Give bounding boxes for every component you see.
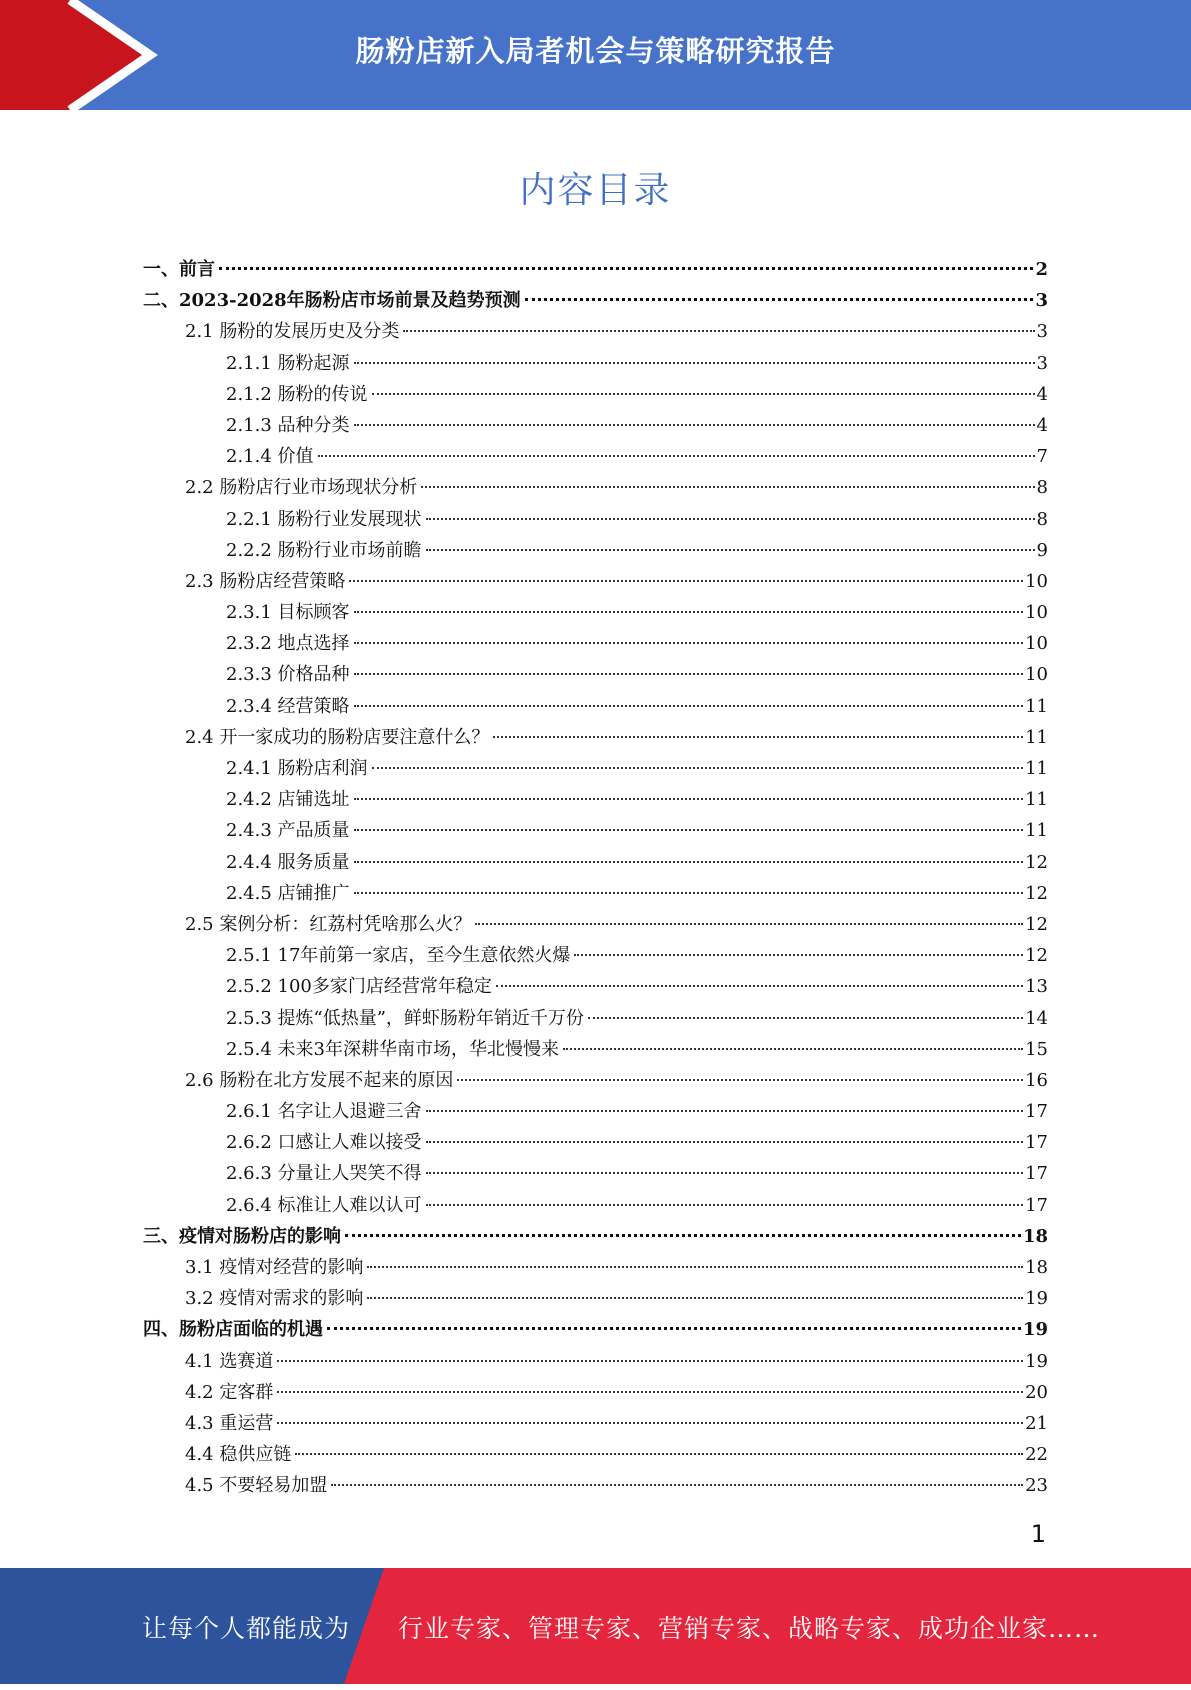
- dot-leader: [354, 424, 1035, 426]
- toc-entry[interactable]: [143, 1191, 1048, 1222]
- dot-leader: [354, 829, 1024, 831]
- toc-entry-label: 2.6.1 名字让人退避三舍: [226, 1101, 422, 1123]
- header-banner: [0, 0, 1191, 110]
- toc-entry[interactable]: [143, 1035, 1048, 1066]
- table-of-contents: [143, 255, 1048, 1503]
- dot-leader: [493, 736, 1023, 738]
- dot-leader: [331, 1484, 1023, 1486]
- toc-entry-page: 3: [1036, 321, 1048, 343]
- toc-entry-label: 2.1.2 肠粉的传说: [226, 383, 368, 405]
- toc-entry-label: 2.2 肠粉店行业市场现状分析: [185, 477, 418, 499]
- dot-leader: [345, 1234, 1021, 1237]
- toc-entry[interactable]: [143, 910, 1048, 941]
- dot-leader: [219, 267, 1033, 270]
- toc-entry-page: 12: [1025, 851, 1048, 873]
- dot-leader: [426, 518, 1035, 520]
- toc-entry-page: 10: [1025, 633, 1048, 655]
- toc-entry[interactable]: [143, 473, 1048, 504]
- toc-entry-label: 3.1 疫情对经营的影响: [185, 1257, 364, 1278]
- toc-entry-page: 12: [1025, 913, 1048, 935]
- toc-entry[interactable]: [143, 1066, 1048, 1097]
- toc-entry[interactable]: [143, 1440, 1048, 1471]
- dot-leader: [426, 1172, 1024, 1174]
- toc-entry[interactable]: [143, 1004, 1048, 1035]
- toc-entry-label: 2.6.4 标准让人难以认可: [226, 1194, 422, 1216]
- toc-entry-page: 14: [1025, 1007, 1048, 1029]
- toc-entry[interactable]: [143, 255, 1048, 286]
- toc-entry[interactable]: [143, 692, 1048, 723]
- dot-leader: [372, 767, 1024, 769]
- toc-entry-page: 11: [1025, 695, 1048, 717]
- dot-leader: [403, 330, 1034, 332]
- toc-entry-label: 2.3 肠粉店经营策略: [185, 570, 346, 592]
- toc-entry-page: 17: [1025, 1163, 1048, 1185]
- dot-leader: [457, 1079, 1023, 1081]
- dot-leader: [426, 1141, 1024, 1143]
- dot-leader: [349, 580, 1023, 582]
- toc-entry-label: 四、肠粉店面临的机遇: [143, 1319, 323, 1341]
- toc-entry-label: 2.5.2 100多家门店经营常年稳定: [226, 976, 492, 998]
- dot-leader: [295, 1453, 1023, 1455]
- toc-entry-page: 9: [1036, 539, 1048, 561]
- toc-entry-label: 2.4.1 肠粉店利润: [226, 758, 368, 779]
- report-title: 肠粉店新入局者机会与策略研究报告: [355, 34, 836, 68]
- toc-entry-label: 2.4.5 店铺推广: [226, 882, 350, 904]
- toc-entry[interactable]: [143, 349, 1048, 380]
- toc-entry[interactable]: [143, 972, 1048, 1003]
- toc-entry[interactable]: [143, 536, 1048, 567]
- toc-entry-page: 3: [1036, 352, 1048, 374]
- toc-entry-page: 4: [1036, 383, 1048, 405]
- dot-leader: [354, 892, 1024, 894]
- page-number: 1: [1030, 1520, 1046, 1548]
- toc-entry-page: 10: [1025, 664, 1048, 686]
- toc-entry[interactable]: [143, 1471, 1048, 1502]
- toc-entry-page: 18: [1022, 1225, 1048, 1247]
- footer-banner: [0, 1568, 1191, 1684]
- toc-entry-label: 2.3.2 地点选择: [226, 633, 350, 655]
- toc-entry-label: 2.5 案例分析：红荔村凭啥那么火？: [185, 913, 472, 935]
- toc-entry-page: 3: [1035, 290, 1048, 312]
- toc-entry[interactable]: [143, 598, 1048, 629]
- toc-entry-label: 2.4.2 店铺选址: [226, 789, 350, 811]
- dot-leader: [372, 393, 1035, 395]
- toc-entry-page: 18: [1025, 1257, 1048, 1278]
- toc-entry[interactable]: [143, 286, 1048, 317]
- dot-leader: [421, 486, 1034, 488]
- toc-entry-label: 2.5.1 17年前第一家店，至今生意依然火爆: [226, 945, 571, 967]
- dot-leader: [426, 1204, 1024, 1206]
- toc-entry[interactable]: [143, 442, 1048, 473]
- toc-entry[interactable]: [143, 785, 1048, 816]
- toc-entry-label: 3.2 疫情对需求的影响: [185, 1288, 364, 1310]
- toc-entry-label: 2.1 肠粉的发展历史及分类: [185, 321, 400, 343]
- dot-leader: [367, 1266, 1023, 1268]
- dot-leader: [354, 642, 1024, 644]
- toc-entry[interactable]: [143, 941, 1048, 972]
- toc-entry-page: 4: [1036, 414, 1048, 436]
- toc-entry-page: 12: [1025, 882, 1048, 904]
- toc-entry-label: 2.4 开一家成功的肠粉店要注意什么？: [185, 726, 490, 748]
- dot-leader: [354, 705, 1024, 707]
- toc-entry-label: 2.3.3 价格品种: [226, 664, 350, 686]
- toc-entry-page: 10: [1025, 570, 1048, 592]
- dot-leader: [475, 923, 1023, 925]
- footer-roles: 行业专家、管理专家、营销专家、战略专家、成功企业家……: [398, 1614, 1101, 1643]
- dot-leader: [563, 1048, 1023, 1050]
- toc-entry-page: 16: [1025, 1069, 1048, 1091]
- toc-entry[interactable]: [143, 317, 1048, 348]
- toc-entry-label: 2.5.4 未来3年深耕华南市场，华北慢慢来: [226, 1038, 559, 1060]
- toc-entry[interactable]: [143, 505, 1048, 536]
- toc-entry-label: 一、前言: [143, 259, 215, 280]
- toc-entry-label: 4.2 定客群: [185, 1381, 274, 1403]
- dot-leader: [318, 455, 1035, 457]
- toc-entry-label: 2.6.2 口感让人难以接受: [226, 1132, 422, 1154]
- toc-entry-page: 12: [1025, 945, 1048, 967]
- toc-entry[interactable]: [143, 1159, 1048, 1190]
- toc-entry-label: 2.4.4 服务质量: [226, 851, 350, 873]
- dot-leader: [354, 861, 1024, 863]
- toc-entry[interactable]: [143, 879, 1048, 910]
- toc-entry-page: 11: [1025, 820, 1048, 842]
- toc-entry[interactable]: [143, 723, 1048, 754]
- toc-entry[interactable]: [143, 1128, 1048, 1159]
- toc-entry[interactable]: [143, 1409, 1048, 1440]
- toc-entry-page: 19: [1025, 1288, 1048, 1310]
- toc-entry[interactable]: [143, 1378, 1048, 1409]
- toc-entry-page: 22: [1025, 1444, 1048, 1466]
- dot-leader: [354, 798, 1024, 800]
- toc-entry-label: 2.2.2 肠粉行业市场前瞻: [226, 539, 422, 561]
- dot-leader: [277, 1391, 1023, 1393]
- toc-entry-label: 2.1.3 品种分类: [226, 414, 350, 436]
- toc-entry-label: 2.2.1 肠粉行业发展现状: [226, 508, 422, 530]
- toc-entry-label: 2.4.3 产品质量: [226, 820, 350, 842]
- toc-entry[interactable]: [143, 816, 1048, 847]
- toc-entry-page: 8: [1036, 508, 1048, 530]
- toc-entry-label: 2.1.1 肠粉起源: [226, 352, 350, 374]
- toc-entry-page: 17: [1025, 1101, 1048, 1123]
- toc-entry-label: 2.1.4 价值: [226, 446, 314, 468]
- toc-entry[interactable]: [143, 567, 1048, 598]
- toc-entry[interactable]: [143, 629, 1048, 660]
- footer-slogan: 让每个人都能成为: [142, 1614, 351, 1643]
- toc-entry-page: 8: [1036, 477, 1048, 499]
- toc-entry-page: 10: [1025, 602, 1048, 624]
- toc-entry[interactable]: [143, 1253, 1048, 1284]
- toc-entry-label: 2.6.3 分量让人哭笑不得: [226, 1163, 422, 1185]
- dot-leader: [496, 985, 1023, 987]
- dot-leader: [354, 362, 1035, 364]
- toc-entry[interactable]: [143, 380, 1048, 411]
- toc-entry-label: 4.3 重运营: [185, 1412, 274, 1434]
- dot-leader: [354, 611, 1024, 613]
- toc-entry-label: 4.1 选赛道: [185, 1350, 274, 1372]
- toc-entry-page: 15: [1025, 1038, 1048, 1060]
- toc-entry[interactable]: [143, 1284, 1048, 1315]
- dot-leader: [525, 298, 1034, 301]
- dot-leader: [327, 1327, 1021, 1330]
- toc-heading: 内容目录: [519, 170, 672, 211]
- toc-entry[interactable]: [143, 1097, 1048, 1128]
- toc-entry[interactable]: [143, 1222, 1048, 1253]
- toc-entry-page: 2: [1035, 259, 1048, 280]
- dot-leader: [277, 1360, 1023, 1362]
- toc-entry[interactable]: [143, 1315, 1048, 1346]
- toc-entry-label: 2.3.4 经营策略: [226, 695, 350, 717]
- toc-entry-label: 4.4 稳供应链: [185, 1444, 292, 1466]
- toc-entry-label: 2.3.1 目标顾客: [226, 602, 350, 624]
- toc-entry-label: 4.5 不要轻易加盟: [185, 1475, 328, 1497]
- toc-entry-page: 21: [1025, 1412, 1048, 1434]
- dot-leader: [354, 673, 1024, 675]
- toc-entry-page: 19: [1022, 1319, 1048, 1341]
- toc-entry[interactable]: [143, 1347, 1048, 1378]
- toc-entry-label: 三、疫情对肠粉店的影响: [143, 1225, 341, 1247]
- dot-leader: [588, 1017, 1023, 1019]
- toc-entry-label: 2.5.3 提炼“低热量”，鲜虾肠粉年销近千万份: [226, 1007, 584, 1029]
- dot-leader: [277, 1422, 1023, 1424]
- toc-entry[interactable]: [143, 848, 1048, 879]
- dot-leader: [574, 954, 1023, 956]
- toc-entry-page: 13: [1025, 976, 1048, 998]
- toc-entry[interactable]: [143, 660, 1048, 691]
- toc-entry-page: 7: [1036, 446, 1048, 468]
- toc-entry-page: 20: [1025, 1381, 1048, 1403]
- toc-entry[interactable]: [143, 411, 1048, 442]
- toc-entry-page: 23: [1025, 1475, 1048, 1497]
- toc-entry-label: 2.6 肠粉在北方发展不起来的原因: [185, 1069, 454, 1091]
- dot-leader: [426, 1110, 1024, 1112]
- toc-entry-label: 二、2023-2028年肠粉店市场前景及趋势预测: [143, 290, 521, 312]
- toc-entry-page: 19: [1025, 1350, 1048, 1372]
- toc-entry-page: 17: [1025, 1132, 1048, 1154]
- toc-entry[interactable]: [143, 754, 1048, 785]
- toc-entry-page: 17: [1025, 1194, 1048, 1216]
- dot-leader: [367, 1297, 1023, 1299]
- toc-entry-page: 11: [1025, 726, 1048, 748]
- toc-entry-page: 11: [1025, 789, 1048, 811]
- dot-leader: [426, 549, 1035, 551]
- toc-entry-page: 11: [1025, 758, 1048, 779]
